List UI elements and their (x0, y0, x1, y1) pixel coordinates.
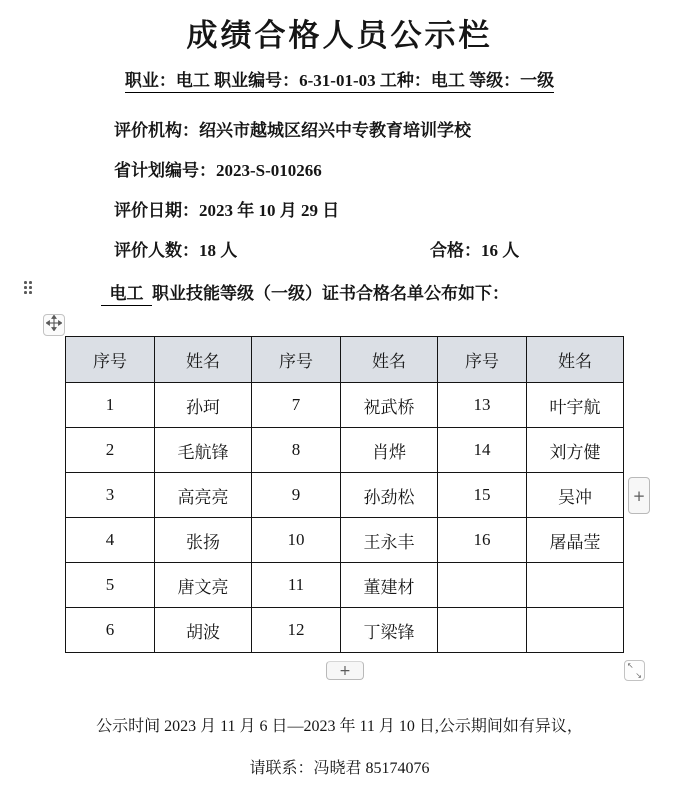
occupation-info-text: 职业：电工 职业编号：6-31-01-03 工种：电工 等级：一级 (125, 66, 554, 93)
table-cell: 8 (252, 428, 341, 473)
table-cell: 5 (66, 563, 155, 608)
table-row (66, 383, 624, 428)
paragraph-drag-handle-icon[interactable] (24, 281, 33, 295)
table-cell: 王永丰 (341, 518, 438, 563)
table-cell: 刘方健 (527, 428, 624, 473)
table-cell (438, 608, 527, 653)
table-cell: 12 (252, 608, 341, 653)
table-cell: 14 (438, 428, 527, 473)
agency-line: 评价机构：绍兴市越城区绍兴中专教育培训学校 (114, 121, 471, 140)
roster-intro-rest: 职业技能等级（一级）证书合格名单公布如下： (152, 284, 509, 303)
table-header-row (66, 337, 624, 383)
passed-count: 合格：16 人 (430, 241, 520, 260)
table-cell: 3 (66, 473, 155, 518)
table-header-cell: 序号 (252, 337, 341, 383)
table-cell: 1 (66, 383, 155, 428)
table-header-cell: 姓名 (341, 337, 438, 383)
table-row (66, 608, 624, 653)
table-header-cell: 姓名 (527, 337, 624, 383)
table-cell: 15 (438, 473, 527, 518)
occupation-info-line (0, 66, 679, 93)
add-row-button[interactable]: + (326, 661, 364, 680)
table-cell: 11 (252, 563, 341, 608)
table-move-handle[interactable] (43, 314, 65, 336)
roster-intro-underlined: 电工 (101, 279, 152, 306)
table-row (66, 428, 624, 473)
table-cell: 高亮亮 (155, 473, 252, 518)
table-cell: 毛航锋 (155, 428, 252, 473)
table-cell: 4 (66, 518, 155, 563)
table-cell: 肖烨 (341, 428, 438, 473)
table-cell: 7 (252, 383, 341, 428)
table-cell: 9 (252, 473, 341, 518)
plan-number-line: 省计划编号：2023-S-010266 (114, 161, 322, 180)
table-cell: 孙珂 (155, 383, 252, 428)
table-cell: 10 (252, 518, 341, 563)
table-cell: 祝武桥 (341, 383, 438, 428)
roster-intro-line (101, 279, 509, 306)
add-column-button[interactable]: + (628, 477, 650, 514)
table-header-cell: 姓名 (155, 337, 252, 383)
table-row (66, 473, 624, 518)
table-cell: 丁梁锋 (341, 608, 438, 653)
table-resize-handle[interactable] (624, 660, 645, 681)
roster-table (65, 336, 624, 653)
contact-line: 请联系：冯晓君 85174076 (249, 760, 430, 777)
table-cell: 张扬 (155, 518, 252, 563)
table-cell: 唐文亮 (155, 563, 252, 608)
table-cell: 6 (66, 608, 155, 653)
table-cell: 屠晶莹 (527, 518, 624, 563)
table-cell: 董建材 (341, 563, 438, 608)
table-cell (527, 563, 624, 608)
resize-arrow-se-icon: ↘ (635, 671, 642, 680)
table-cell (438, 563, 527, 608)
four-way-arrow-icon (46, 315, 62, 336)
table-header-cell: 序号 (438, 337, 527, 383)
table-cell: 胡波 (155, 608, 252, 653)
table-cell: 13 (438, 383, 527, 428)
evaluated-count: 评价人数：18 人 (114, 241, 238, 260)
table-cell: 吴冲 (527, 473, 624, 518)
publicity-period-line: 公示时间 2023 月 11 月 6 日—2023 年 11 月 10 日,公示期间如有异议， (96, 718, 583, 735)
page-title: 成绩合格人员公示栏 (186, 18, 493, 53)
table-cell: 16 (438, 518, 527, 563)
table-cell: 叶宇航 (527, 383, 624, 428)
table-row (66, 518, 624, 563)
table-cell (527, 608, 624, 653)
table-row (66, 563, 624, 608)
table-header-cell: 序号 (66, 337, 155, 383)
evaluation-date-line: 评价日期：2023 年 10 月 29 日 (114, 201, 340, 220)
table-cell: 2 (66, 428, 155, 473)
table-cell: 孙劲松 (341, 473, 438, 518)
resize-arrow-nw-icon: ↖ (627, 661, 634, 670)
